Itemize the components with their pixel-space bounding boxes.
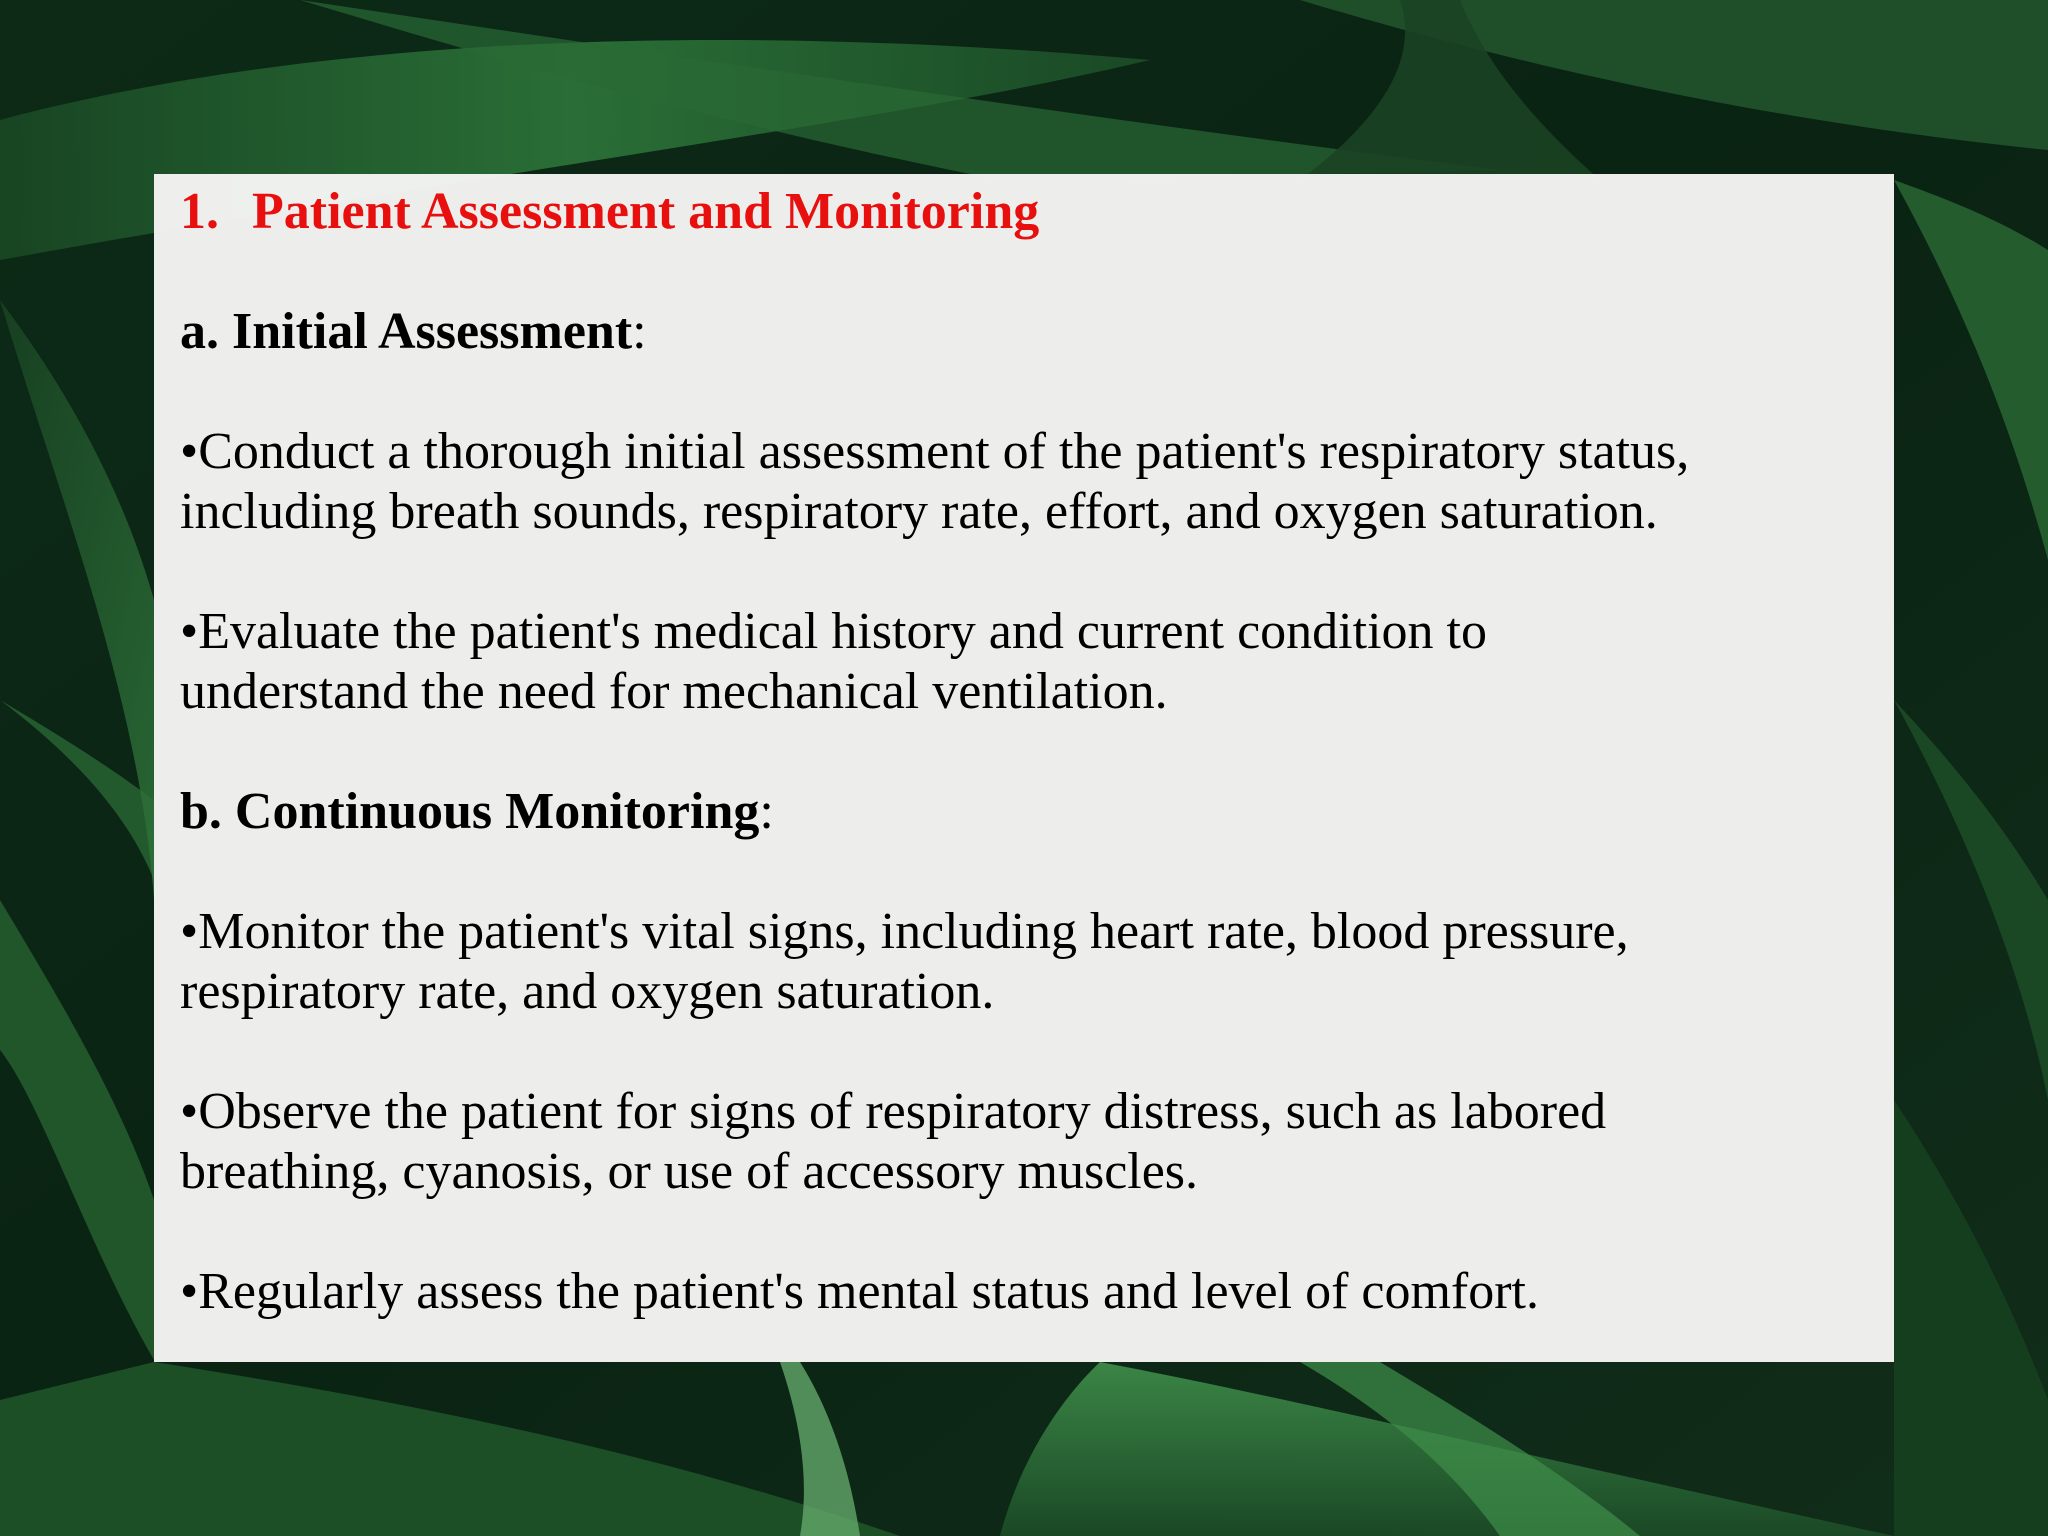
spacer — [180, 1022, 1868, 1082]
section-heading-text: a. Initial Assessment — [180, 302, 633, 360]
bullet-line: breathing, cyanosis, or use of accessory muscles. — [180, 1142, 1199, 1200]
bullet-line: understand the need for mechanical ventilation. — [180, 662, 1168, 720]
slide-title-number: 1. — [180, 183, 219, 240]
spacer — [180, 722, 1868, 782]
bullet-conduct-assessment — [180, 422, 1868, 542]
section-heading-colon: : — [759, 782, 774, 840]
spacer — [180, 362, 1868, 422]
spacer — [180, 1202, 1868, 1262]
bullet-monitor-vitals — [180, 902, 1868, 1022]
bullet-line: including breath sounds, respiratory rate, effort, and oxygen saturation. — [180, 482, 1658, 540]
bullet-line: •Regularly assess the patient's mental status and level of comfort. — [180, 1262, 1540, 1320]
bullet-assess-mental-status — [180, 1262, 1868, 1322]
section-heading-text: b. Continuous Monitoring — [180, 782, 760, 840]
content-panel — [154, 174, 1894, 1362]
spacer — [180, 842, 1868, 902]
section-heading-colon: : — [632, 302, 647, 360]
bullet-line: •Evaluate the patient's medical history and current condition to — [180, 602, 1487, 660]
section-heading-initial-assessment — [180, 302, 1868, 362]
bullet-line: respiratory rate, and oxygen saturation. — [180, 962, 995, 1020]
bullet-line: •Conduct a thorough initial assessment of the patient's respiratory status, — [180, 422, 1690, 480]
slide-title — [180, 182, 1868, 242]
spacer — [180, 242, 1868, 302]
bullet-evaluate-history — [180, 602, 1868, 722]
section-heading-continuous-monitoring — [180, 782, 1868, 842]
bullet-line: •Observe the patient for signs of respiratory distress, such as labored — [180, 1082, 1607, 1140]
spacer — [180, 542, 1868, 602]
bullet-observe-distress — [180, 1082, 1868, 1202]
slide-title-text: Patient Assessment and Monitoring — [252, 183, 1040, 240]
bullet-line: •Monitor the patient's vital signs, including heart rate, blood pressure, — [180, 902, 1629, 960]
